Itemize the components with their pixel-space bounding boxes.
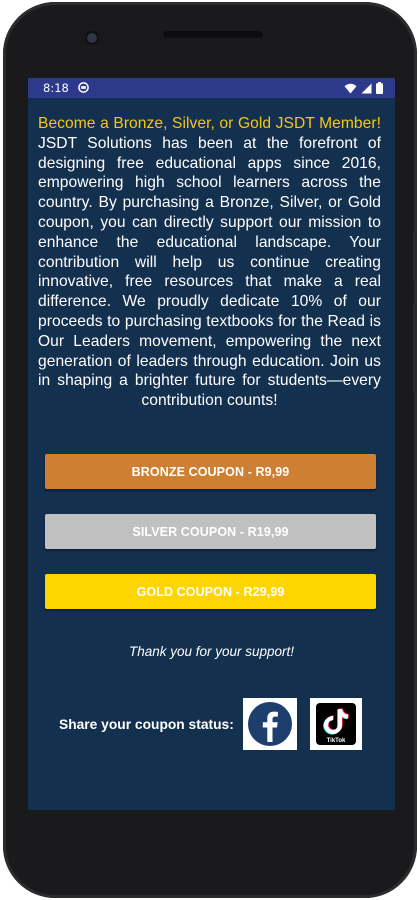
facebook-share-button[interactable] [243, 698, 297, 750]
wifi-icon [344, 83, 357, 94]
share-label: Share your coupon status: [59, 717, 234, 732]
thank-you-message: Thank you for your support! [128, 644, 295, 659]
power-button [413, 230, 417, 282]
front-camera [87, 33, 97, 43]
system-icons [344, 82, 383, 94]
status-bar [28, 78, 395, 98]
gold-coupon-button[interactable]: GOLD COUPON - R29,99 [45, 574, 376, 609]
intro-paragraph [38, 114, 381, 411]
app-screen [28, 78, 395, 810]
intro-body: JSDT Solutions has been at the forefront of designing free educational apps since 2016, empowering high school learners across the country. By purchasing a Bronze, Silver, or Gold coupon, you can directly support our mission to enhance the educational landscape. Your contribution will help us continue creating innovative, free resources that make a real difference. We proudly dedicate 10% of our proceeds to purchasing textbooks for the Read is Our Leaders movement, empowering the next generation of leaders through education. Join us in shaping a brighter future for students—every contribution counts! [38, 134, 381, 410]
phone-frame [3, 2, 417, 898]
bronze-coupon-button[interactable]: BRONZE COUPON - R9,99 [45, 454, 376, 489]
status-time: 8:18 [43, 81, 69, 95]
notification-icon [78, 82, 89, 93]
battery-icon [376, 82, 383, 94]
signal-icon [361, 83, 372, 94]
tiktok-caption: TikTok [326, 738, 346, 744]
tiktok-icon [310, 698, 362, 750]
earpiece-speaker [163, 31, 263, 38]
volume-button [413, 302, 417, 394]
intro-highlight: Become a Bronze, Silver, or Gold JSDT Member! [38, 115, 381, 132]
tiktok-share-button[interactable] [310, 698, 362, 750]
facebook-icon [243, 698, 297, 750]
silver-coupon-button[interactable]: SILVER COUPON - R19,99 [45, 514, 376, 549]
